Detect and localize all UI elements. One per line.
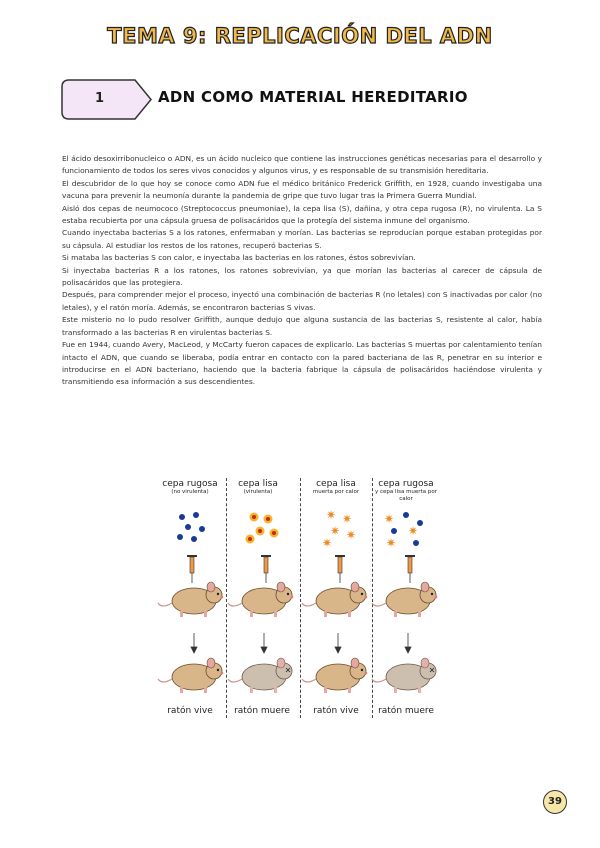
svg-text:✷: ✷ — [326, 508, 337, 522]
svg-text:✷: ✷ — [342, 512, 353, 526]
result-label: ratón vive — [313, 706, 359, 716]
result-label: ratón muere — [234, 706, 290, 716]
page-title: TEMA 9: REPLICACIÓN DEL ADN — [107, 24, 493, 48]
paragraph: Fue en 1944, cuando Avery, MacLeod, y McCarty fueron capaces de explicarlo. Las bacterias S muertas por calentamiento tenían intacto el ADN, que cuando se liberaba, podía entrar en contacto con la pared bacteriana de las R, penetrar en su interior e introducirse en el ADN bacteriano, haciendo que la bacteria fabrique la cápsula de polisacáridos haciéndose virulenta y transmitiendo esa información a sus descendientes. — [62, 340, 542, 387]
figure-column-label: cepa lisa muerta por calor — [312, 479, 360, 495]
paragraph: Este misterio no lo pudo resolver Griffith, aunque dedujo que alguna sustancia de las bacterias S, resistente al calor, había transformado a las bacterias R en virulentas bacterias S. — [62, 315, 542, 337]
section-title: ADN COMO MATERIAL HEREDITARIO — [158, 88, 468, 106]
svg-text:✷: ✷ — [384, 512, 395, 526]
mixed-bacteria — [384, 512, 423, 550]
result-label: ratón vive — [167, 706, 213, 716]
smooth-bacteria — [246, 513, 279, 544]
section-number: 1 — [95, 91, 105, 106]
page-number: 39 — [543, 790, 567, 814]
griffith-experiment-illustration — [150, 505, 450, 705]
paragraph: El ácido desoxirribonucleico o ADN, es un ácido nucleico que contiene las instrucciones genéticas necesarias para el desarrollo y funcionamiento de todos los seres vivos conocidos y algunos virus, y es responsable de su transmisión hereditaria. — [62, 154, 542, 176]
svg-text:✷: ✷ — [408, 524, 419, 538]
figure-column-label: cepa rugosa y cepa lisa muerta por calor — [375, 479, 437, 502]
body-text — [62, 153, 542, 389]
svg-text:✷: ✷ — [346, 528, 357, 542]
svg-text:✷: ✷ — [322, 536, 333, 550]
result-label: ratón muere — [378, 706, 434, 716]
figure-column-label: cepa rugosa (no virulenta) — [162, 479, 218, 495]
svg-text:✷: ✷ — [386, 536, 397, 550]
paragraph: Aisló dos cepas de neumococo (Streptococcus pneumoniae), la cepa lisa (S), dañina, y otra cepa rugosa (R), no virulenta. La S estaba recubierta por una cápsula gruesa de polisacáridos que la protegía del sistema inmune del organismo. — [62, 203, 542, 226]
svg-text:✷: ✷ — [330, 524, 341, 538]
paragraph: Si inyectaba bacterias R a los ratones, los ratones sobrevivían, ya que morían las bacterias al carecer de cápsula de polisacáridos que las protegiera. — [62, 265, 542, 288]
paragraph: El descubridor de lo que hoy se conoce como ADN fue el médico británico Frederick Griffith, en 1928, cuando investigaba una vacuna para prevenir la neumonía durante la pandemia de gripe que tuvo lugar tras la Primera Guerra Mundial. — [62, 178, 542, 201]
paragraph: Si mataba las bacterias S con calor, e inyectaba las bacterias en los ratones, éstos sobrevivían. — [62, 253, 416, 263]
section-number-box — [61, 79, 153, 120]
figure-column-label: cepa lisa (virulenta) — [238, 479, 278, 495]
paragraph: Cuando inyectaba bacterias S a los ratones, enfermaban y morían. Las bacterias se reproducían porque estaban protegidas por su cápsula. Al estudiar los restos de los ratones, recuperó bacterias S. — [62, 228, 542, 250]
paragraph: Después, para comprender mejor el proceso, inyectó una combinación de bacterias R (no letales) con S inactivadas por calor (no letales), y el ratón moría. Además, se encontraron bacterias S vivas. — [62, 290, 542, 312]
heat-killed-bacteria — [322, 508, 356, 550]
rough-bacteria — [177, 512, 205, 542]
